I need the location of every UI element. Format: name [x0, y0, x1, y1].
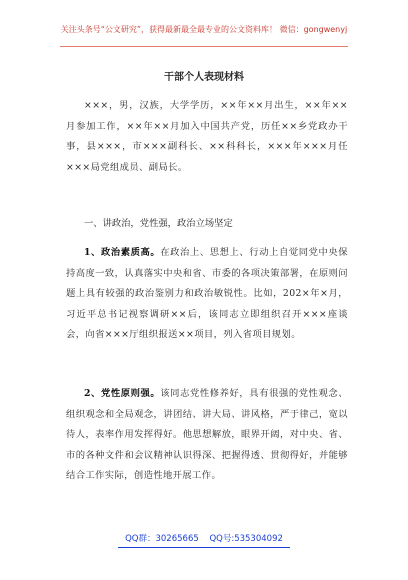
document-title: 干部个人表现材料 [164, 72, 244, 83]
header-banner: 关注头条号“公文研究”，获得最新最全最专业的公文资料库！ 微信：gongwenyj [60, 25, 348, 34]
point-lead-2: 2、党性原则强。 [84, 388, 161, 399]
footer-underline [118, 547, 290, 548]
footer-qq-number[interactable]: QQ号:535304092 [209, 534, 283, 544]
footer-contact [0, 532, 408, 544]
point-paragraph-2 [66, 384, 348, 487]
point-lead-1: 1、政治素质高。 [84, 247, 161, 258]
intro-paragraph: ×××，男，汉族，大学学历，××年××月出生，××年××月参加工作，××年××月加入中国共产党，历任××乡党政办干事，县×××，市×××副科长、××科科长，×××年×××月任×××局党组成员、副局长。 [66, 100, 348, 173]
point-paragraph-1 [66, 243, 348, 346]
footer-qq-group[interactable]: QQ群：30265665 [125, 534, 199, 544]
header-divider [60, 46, 348, 47]
section-heading: 一、讲政治，党性强，政治立场坚定 [84, 218, 233, 229]
point-text-1: 在政治上、思想上、行动上自觉同党中央保持高度一致，认真落实中央和省、市委的各项决策部署，在原则问题上具有较强的政治鉴别力和政治敏锐性。比如，202×年×月，习近平总书记视察调研××后，该同志立即组织召开×××座谈会，向省×××厅组织报送××项目，列入省项目规划。 [66, 247, 348, 340]
point-text-2: 该同志党性修养好，具有很强的党性观念、组织观念和全局观念，讲团结、讲大局、讲风格，严于律己，宽以待人，表率作用发挥得好。他思想解放，眼界开阔，对中央、省、市的各种文件和会议精神认识得深、把握得透、贯彻得好，并能够结合工作实际，创造性地开展工作。 [66, 388, 348, 481]
